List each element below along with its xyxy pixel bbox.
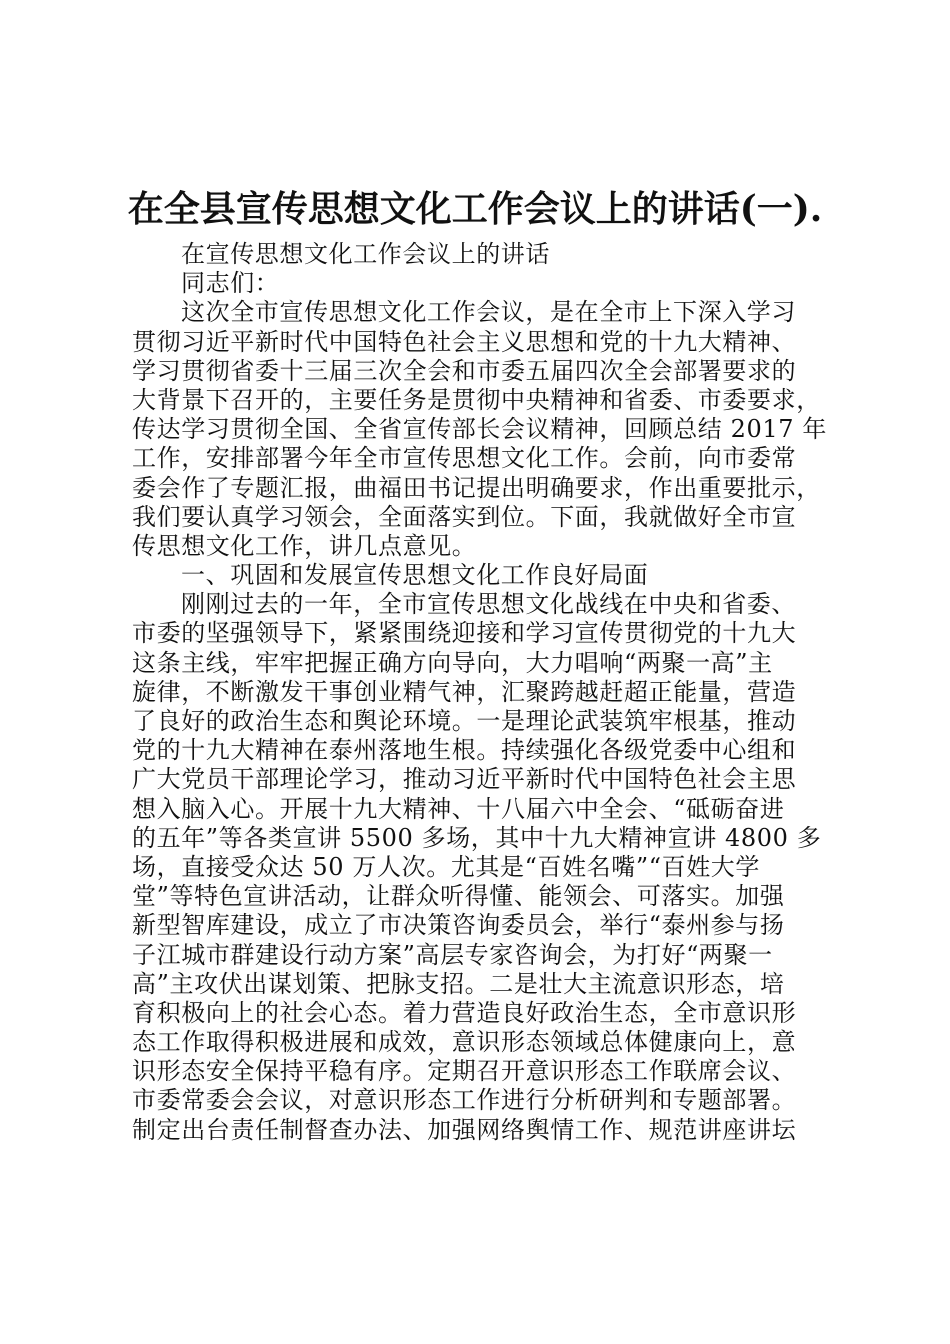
body-line: 工作，安排部署今年全市宣传思想文化工作。会前，向市委常 — [132, 444, 797, 473]
body-line: 育积极向上的社会心态。着力营造良好政治生态，全市意识形 — [132, 998, 797, 1027]
body-line: 在宣传思想文化工作会议上的讲话 — [181, 240, 550, 268]
document-body — [132, 240, 832, 1145]
body-line: 刚刚过去的一年，全市宣传思想文化战线在中央和省委、 — [181, 590, 796, 619]
body-line: 党的十九大精神在泰州落地生根。持续强化各级党委中心组和 — [132, 736, 797, 765]
body-line: 识形态安全保持平稳有序。定期召开意识形态工作联席会议、 — [132, 1057, 797, 1086]
body-line: 新型智库建设，成立了市决策咨询委员会，举行“泰州参与扬 — [132, 911, 785, 940]
body-line: 堂”等特色宣讲活动，让群众听得懂、能领会、可落实。加强 — [132, 882, 785, 911]
body-line: 传思想文化工作，讲几点意见。 — [132, 531, 477, 560]
body-line: 了良好的政治生态和舆论环境。一是理论武装筑牢根基，推动 — [132, 707, 797, 735]
body-line: 高”主攻伏出谋划策、把脉支招。二是壮大主流意识形态，培 — [132, 969, 785, 998]
body-line: 大背景下召开的，主要任务是贯彻中央精神和省委、市委要求， — [132, 385, 821, 414]
body-line: 广大党员干部理论学习，推动习近平新时代中国特色社会主思 — [132, 765, 797, 794]
body-line: 市委常委会会议，对意识形态工作进行分析研判和专题部署。 — [132, 1086, 797, 1115]
body-line: 的五年”等各类宣讲 5500 多场，其中十九大精神宣讲 4800 多 — [132, 823, 822, 852]
body-line: 同志们： — [181, 269, 280, 298]
body-line: 学习贯彻省委十三届三次全会和市委五届四次全会部署要求的 — [132, 356, 797, 385]
body-line: 委会作了专题汇报，曲福田书记提出明确要求，作出重要批示， — [132, 473, 821, 502]
document-title: 在全县宣传思想文化工作会议上的讲话(一). — [127, 188, 823, 230]
body-line: 一、巩固和发展宣传思想文化工作良好局面 — [181, 561, 649, 590]
body-line: 我们要认真学习领会，全面落实到位。下面，我就做好全市宣 — [132, 502, 797, 531]
body-line: 想入脑入心。开展十九大精神、十八届六中全会、“砥砺奋进 — [132, 794, 785, 823]
body-line: 制定出台责任制督查办法、加强网络舆情工作、规范讲座讲坛 — [132, 1115, 797, 1144]
body-line: 场，直接受众达 50 万人次。尤其是“百姓名嘴”“百姓大学 — [132, 852, 761, 881]
body-line: 这次全市宣传思想文化工作会议，是在全市上下深入学习 — [181, 298, 796, 327]
body-line: 旋律，不断激发干事创业精气神，汇聚跨越赶超正能量，营造 — [132, 677, 797, 706]
body-line: 子江城市群建设行动方案”高层专家咨询会，为打好“两聚一 — [132, 940, 773, 969]
body-line: 这条主线，牢牢把握正确方向导向，大力唱响“两聚一高”主 — [132, 648, 773, 677]
body-line: 市委的坚强领导下，紧紧围绕迎接和学习宣传贯彻党的十九大 — [132, 619, 797, 648]
body-line: 传达学习贯彻全国、全省宣传部长会议精神，回顾总结 2017 年 — [132, 415, 827, 444]
body-line: 贯彻习近平新时代中国特色社会主义思想和党的十九大精神、 — [132, 327, 797, 356]
body-line: 态工作取得积极进展和成效，意识形态领域总体健康向上，意 — [132, 1028, 797, 1057]
